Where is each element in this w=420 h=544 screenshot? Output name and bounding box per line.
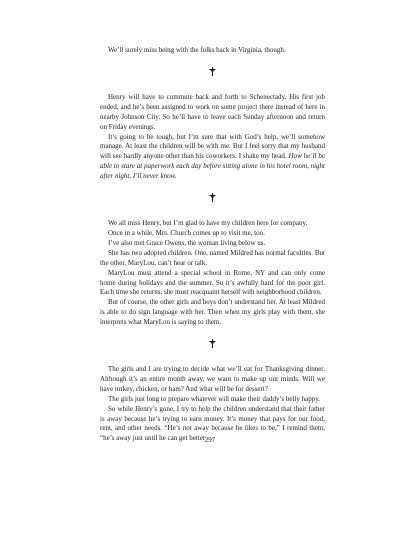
paragraph: MaryLou must attend a special school in Rome, NY and can only come home during holidays and the summer. So it’s awfully hard for the poor girl. Each time she returns, she must reacquaint herself with neighborhood children. [100, 268, 325, 297]
paragraph: We’ll surely miss being with the folks back in Virginia, though. [108, 46, 286, 54]
paragraph-with-italic [100, 133, 325, 183]
paragraph: So while Henry’s gone, I try to help the children understand that their father is away because he’s trying to earn money. It’s money that pays for our food, rent, and other needs. “He’s not away because he likes to be,” I remind them, “he’s away just until he can get better [100, 404, 325, 443]
section-separator [100, 66, 325, 77]
paragraph: She has two adopted children. One, named Mildred has normal faculties. But the other, MaryLou, can’t hear or talk. [100, 248, 325, 267]
cross-ornament-icon [208, 192, 217, 203]
section-separator [100, 338, 325, 349]
section-separator [100, 192, 325, 203]
paragraph: Henry will have to commute back and forth to Schenectady. His first job ended, and he’s been assigned to work on some project there instead of here in nearby Johnson City. So he’ll have to leave each Sunday afternoon and return on Friday evenings. [100, 92, 325, 131]
cross-ornament-icon [208, 66, 217, 77]
section-2 [100, 93, 325, 182]
page-number: 297 [204, 436, 216, 444]
paragraph: The girls and I are trying to decide what we’ll eat for Thanksgiving dinner. Although it’s an entire month away, we want to make up our minds. Will we have turkey, chicken, or ham? And what will be for dessert? [100, 365, 325, 393]
paragraph: The girls just long to prepare whatever will make their daddy’s belly happy. [108, 394, 321, 403]
paragraph: But of course, the other girls and boys don’t understand her. At least Mildred is able to do sign language with her. Then when my girls play with them, she interprets what MaryLou is saying to them. [100, 298, 325, 327]
section-4 [100, 365, 325, 444]
italic-thought: How he’ll be able to stare at paperwork each day before sitting alone in his hotel room, night after night, I’ll never know. [100, 152, 325, 181]
section-3 [100, 219, 325, 328]
paragraph: I’ve also met Grace Owens, the woman living below us. [108, 238, 266, 247]
section-1 [100, 46, 325, 56]
cross-ornament-icon [208, 338, 217, 349]
paragraph-text: It’s going to be tough, but I’m sure that with God’s help, we’ll somehow manage. At least the children will be with me. But I feel sorry that my husband will see hardly anyone other than his coworkers. I shake my head. [100, 132, 325, 161]
paragraph: Once in a while, Mrs. Church comes up to visit me, too. [108, 228, 265, 237]
paragraph: We all miss Henry, but I’m glad to have my children here for company. [108, 219, 308, 228]
